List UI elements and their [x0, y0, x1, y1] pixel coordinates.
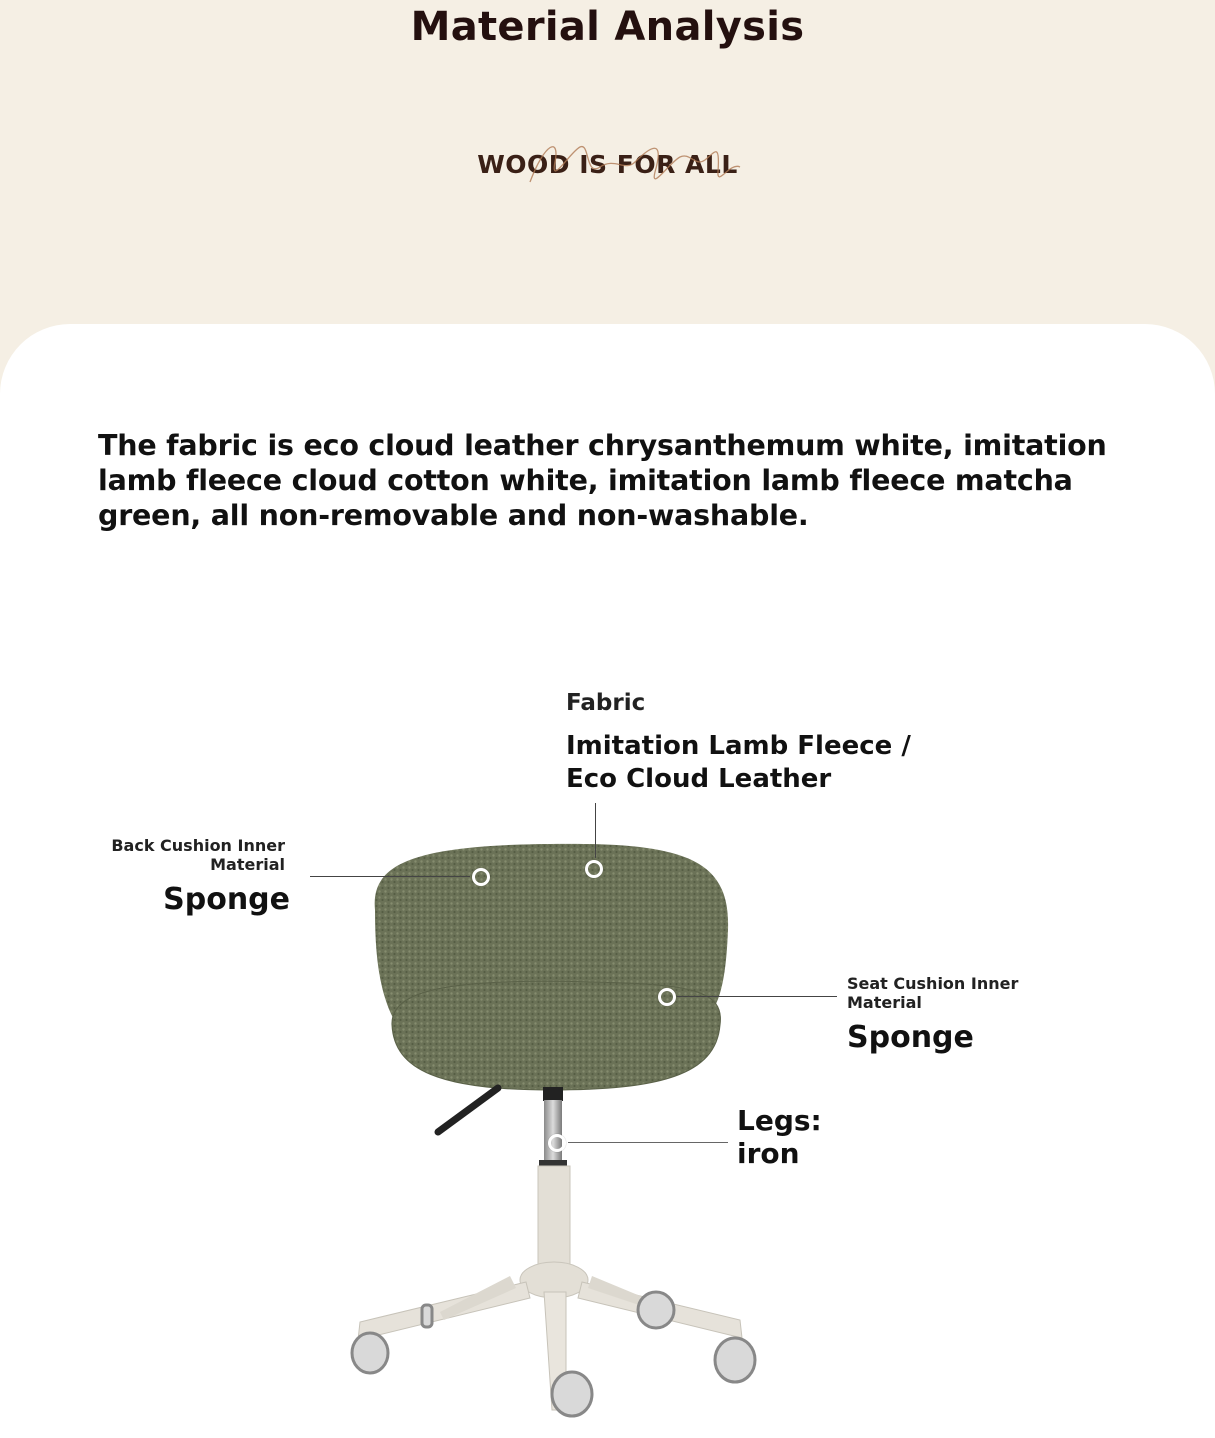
legs-callout: [737, 1104, 822, 1170]
page-title: Material Analysis: [410, 4, 805, 50]
legs-hotspot[interactable]: [548, 1134, 566, 1152]
back-cushion-hotspot[interactable]: [472, 868, 490, 886]
legs-leader-line: [568, 1142, 728, 1143]
fabric-leader-line: [595, 803, 596, 858]
brand-logo: [0, 150, 1215, 200]
back-cushion-value: Sponge: [163, 882, 290, 917]
material-description: The fabric is eco cloud leather chrysanthemum white, imitation lamb fleece cloud cotton white, imitation lamb fleece matcha green, all non-removable and non-washable.: [98, 429, 1107, 532]
back-cushion-category-label: Back Cushion Inner Material: [111, 836, 285, 874]
brand-text: WOOD IS FOR ALL: [477, 150, 738, 179]
seat-cushion-category-label: Seat Cushion Inner Material: [847, 974, 1019, 1012]
seat-cushion-hotspot[interactable]: [658, 988, 676, 1006]
back-cushion-leader-line: [310, 876, 470, 877]
fabric-category-label: Fabric: [566, 690, 646, 716]
fabric-hotspot[interactable]: [585, 860, 603, 878]
fabric-value: Imitation Lamb Fleece / Eco Cloud Leather: [566, 731, 911, 794]
seat-cushion-value: Sponge: [847, 1020, 974, 1055]
legs-value: iron: [737, 1137, 800, 1170]
script-signature-icon: [490, 132, 770, 202]
legs-label: Legs:: [737, 1104, 822, 1137]
seat-cushion-leader-line: [677, 996, 837, 997]
